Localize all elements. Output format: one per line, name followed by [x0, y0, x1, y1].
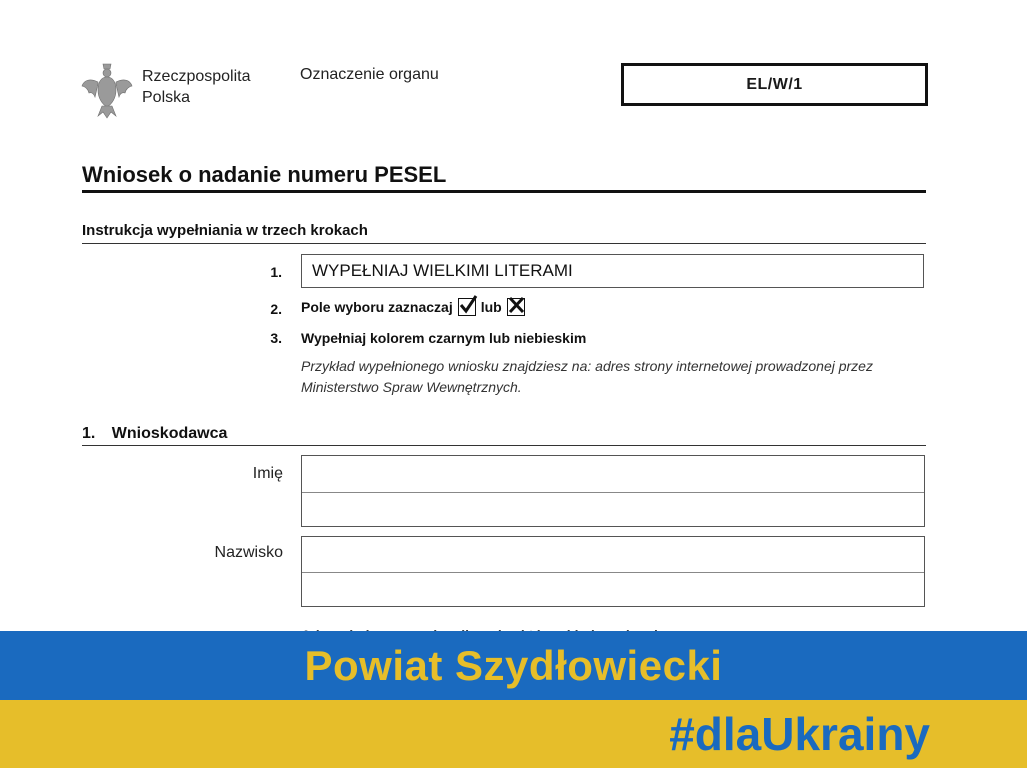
last-name-field[interactable] [301, 536, 925, 607]
document-title: Wniosek o nadanie numeru PESEL [82, 162, 447, 187]
country-line-1: Rzeczpospolita [142, 68, 251, 85]
country-name [142, 66, 251, 108]
form-code-box [621, 63, 928, 106]
title-divider [82, 190, 926, 193]
x-mark-icon [507, 298, 525, 316]
step1-text: WYPEŁNIAJ WIELKIMI LITERAMI [312, 261, 573, 280]
eagle-emblem-icon [80, 60, 134, 120]
last-name-label: Nazwisko [214, 544, 283, 561]
step1-example-field [301, 254, 924, 288]
step2-row [301, 298, 525, 316]
first-name-field[interactable] [301, 455, 925, 527]
instructions-heading: Instrukcja wypełniania w trzech krokach [82, 222, 368, 239]
field-row-divider [302, 572, 924, 573]
instructions-divider [82, 243, 926, 244]
form-code: EL/W/1 [746, 75, 803, 93]
section1-divider [82, 445, 926, 446]
country-line-2: Polska [142, 89, 191, 106]
example-note: Przykład wypełnionego wniosku znajdziesz na: adres strony internetowej prowadzonej przez Ministerstwo Spraw Wewnętrznych. [301, 358, 873, 395]
step-number: 2. [270, 301, 282, 317]
step2-connector: lub [480, 299, 502, 315]
section1-heading [82, 425, 227, 443]
banner-county-name: Powiat Szydłowiecki [304, 642, 723, 689]
banner-hashtag: #dlaUkrainy [669, 708, 930, 760]
organ-designation-label: Oznaczenie organu [300, 66, 439, 83]
section1-title: Wnioskodawca [111, 425, 228, 442]
step-number: 1. [270, 264, 282, 280]
checkmark-icon [458, 298, 476, 316]
step-number: 3. [270, 330, 282, 346]
field-row-divider [302, 492, 924, 493]
first-name-label: Imię [252, 465, 283, 482]
step3-text: Wypełniaj kolorem czarnym lub niebieskim [301, 330, 587, 346]
step2-text: Pole wyboru zaznaczaj [301, 299, 453, 315]
section1-number: 1. [82, 425, 96, 442]
